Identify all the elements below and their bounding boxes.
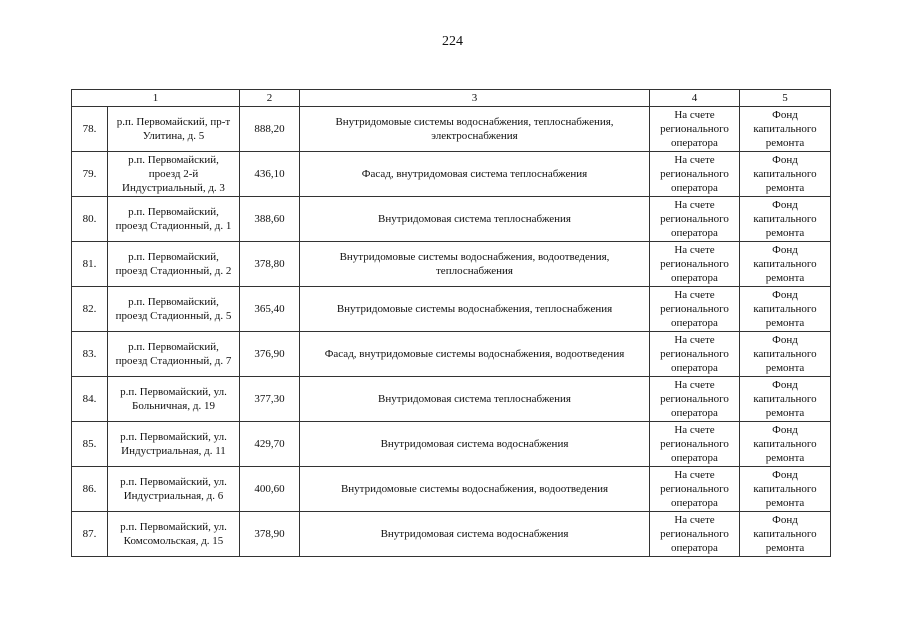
row-fund: Фонд капитального ремонта [740, 107, 831, 152]
page-number: 224 [442, 34, 463, 49]
row-address: р.п. Первомайский, ул. Больничная, д. 19 [108, 377, 240, 422]
row-systems: Внутридомовая система теплоснабжения [300, 197, 650, 242]
row-number: 80. [72, 197, 108, 242]
row-number: 84. [72, 377, 108, 422]
row-address: р.п. Первомайский, ул. Индустриальная, д. 6 [108, 467, 240, 512]
row-area: 377,30 [240, 377, 300, 422]
row-systems: Внутридомовая система водоснабжения [300, 422, 650, 467]
row-area: 400,60 [240, 467, 300, 512]
header-col-4: 4 [650, 90, 740, 107]
row-fund: Фонд капитального ремонта [740, 332, 831, 377]
row-address: р.п. Первомайский, проезд Стадионный, д. 7 [108, 332, 240, 377]
table-row [72, 467, 831, 512]
row-systems: Внутридомовая система водоснабжения [300, 512, 650, 557]
row-account: На счете регионального оператора [650, 242, 740, 287]
table-row [72, 512, 831, 557]
row-fund: Фонд капитального ремонта [740, 197, 831, 242]
row-account: На счете регионального оператора [650, 512, 740, 557]
row-systems: Внутридомовые системы водоснабжения, водоотведения, теплоснабжения [300, 242, 650, 287]
row-number: 87. [72, 512, 108, 557]
row-fund: Фонд капитального ремонта [740, 422, 831, 467]
table-row [72, 422, 831, 467]
table-header [72, 90, 831, 107]
row-area: 388,60 [240, 197, 300, 242]
row-account: На счете регионального оператора [650, 422, 740, 467]
row-number: 83. [72, 332, 108, 377]
row-number: 79. [72, 152, 108, 197]
row-address: р.п. Первомайский, ул. Индустриальная, д. 11 [108, 422, 240, 467]
row-number: 86. [72, 467, 108, 512]
row-systems: Внутридомовые системы водоснабжения, теплоснабжения, электроснабжения [300, 107, 650, 152]
row-account: На счете регионального оператора [650, 287, 740, 332]
row-fund: Фонд капитального ремонта [740, 287, 831, 332]
row-systems: Внутридомовые системы водоснабжения, теплоснабжения [300, 287, 650, 332]
table-row [72, 197, 831, 242]
table-row [72, 287, 831, 332]
row-fund: Фонд капитального ремонта [740, 152, 831, 197]
table-row [72, 377, 831, 422]
row-account: На счете регионального оператора [650, 152, 740, 197]
row-address: р.п. Первомайский, проезд Стадионный, д. 5 [108, 287, 240, 332]
row-systems: Внутридомовая система теплоснабжения [300, 377, 650, 422]
row-address: р.п. Первомайский, ул. Комсомольская, д. 15 [108, 512, 240, 557]
row-account: На счете регионального оператора [650, 332, 740, 377]
row-account: На счете регионального оператора [650, 467, 740, 512]
table-body [72, 107, 831, 557]
row-account: На счете регионального оператора [650, 197, 740, 242]
row-address: р.п. Первомайский, проезд Стадионный, д. 2 [108, 242, 240, 287]
row-number: 82. [72, 287, 108, 332]
row-fund: Фонд капитального ремонта [740, 377, 831, 422]
row-systems: Фасад, внутридомовая система теплоснабжения [300, 152, 650, 197]
table-row [72, 332, 831, 377]
row-area: 376,90 [240, 332, 300, 377]
row-area: 429,70 [240, 422, 300, 467]
table-row [72, 242, 831, 287]
header-col-3: 3 [300, 90, 650, 107]
row-systems: Фасад, внутридомовые системы водоснабжения, водоотведения [300, 332, 650, 377]
row-area: 436,10 [240, 152, 300, 197]
header-col-1: 1 [72, 90, 240, 107]
header-col-5: 5 [740, 90, 831, 107]
row-fund: Фонд капитального ремонта [740, 512, 831, 557]
header-row [72, 90, 831, 107]
table-row [72, 107, 831, 152]
row-area: 378,90 [240, 512, 300, 557]
row-number: 85. [72, 422, 108, 467]
row-address: р.п. Первомайский, проезд 2-й Индустриальный, д. 3 [108, 152, 240, 197]
table-row [72, 152, 831, 197]
row-account: На счете регионального оператора [650, 377, 740, 422]
row-area: 365,40 [240, 287, 300, 332]
row-fund: Фонд капитального ремонта [740, 242, 831, 287]
row-area: 378,80 [240, 242, 300, 287]
capital-repair-table [71, 89, 831, 557]
row-address: р.п. Первомайский, пр-т Улитина, д. 5 [108, 107, 240, 152]
row-number: 78. [72, 107, 108, 152]
row-number: 81. [72, 242, 108, 287]
header-col-2: 2 [240, 90, 300, 107]
row-fund: Фонд капитального ремонта [740, 467, 831, 512]
row-account: На счете регионального оператора [650, 107, 740, 152]
row-address: р.п. Первомайский, проезд Стадионный, д. 1 [108, 197, 240, 242]
row-area: 888,20 [240, 107, 300, 152]
row-systems: Внутридомовые системы водоснабжения, водоотведения [300, 467, 650, 512]
